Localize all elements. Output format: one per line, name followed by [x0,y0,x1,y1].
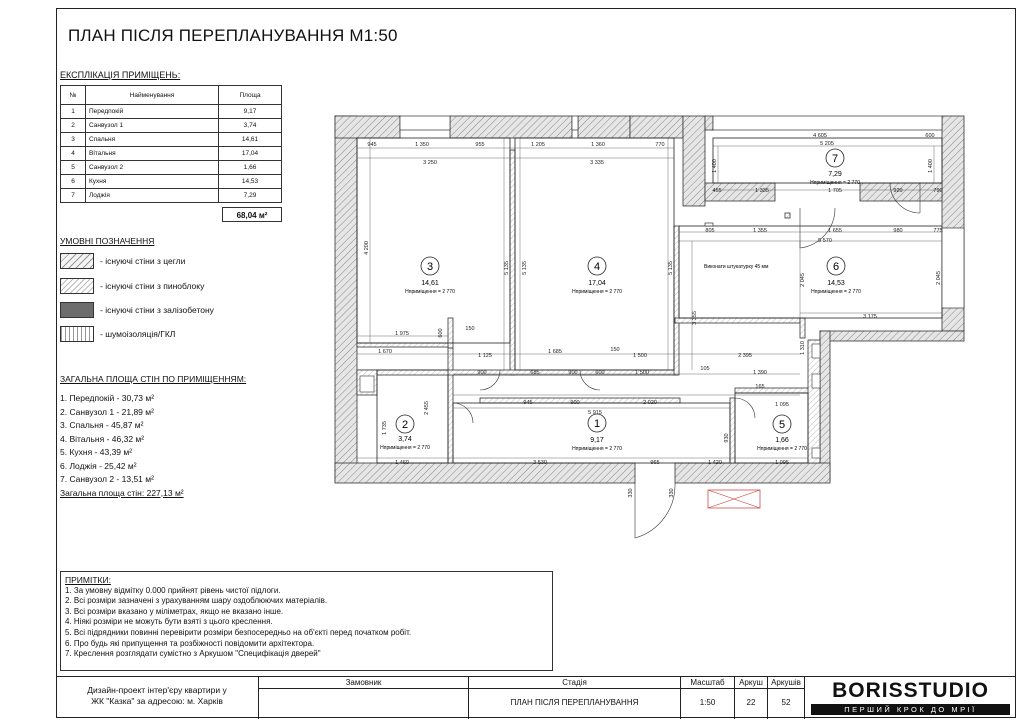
dim-label: 105 [700,366,710,372]
room-3-number: 3 [426,261,434,273]
dim-label: 455 [712,188,722,194]
col-name: Найменування [86,86,219,105]
room-outlines [357,138,942,463]
dim-label: 330 [669,488,675,498]
row-number: 6 [61,175,86,189]
dim-label: 1 460 [395,460,409,466]
dim-label: 920 [893,188,903,194]
table-row [61,161,282,175]
dim-label: 1 310 [800,341,806,355]
legend-item-concrete [60,301,214,319]
row-name: Передпокій [86,105,219,119]
dim-label: 3 355 [692,311,698,325]
wall-areas-total: Загальна площа стін: 227,13 м² [60,487,184,498]
legend-title: УМОВНІ ПОЗНАЧЕННЯ [60,236,155,246]
row-name: Лоджія [86,189,219,203]
wall-areas-list [60,392,184,500]
dim-label: 1 670 [378,349,392,355]
row-area: 7,29 [219,189,282,203]
legend-label: - існуючі стіни з цегли [100,256,186,266]
dim-label: 900 [570,400,580,406]
legend-item-brick [60,252,185,270]
dim-label: 165 [755,384,765,390]
list-item: 6. Лоджія - 25,42 м² [60,460,137,471]
dim-label: 150 [465,326,475,332]
room-6-area: 14,53 [827,280,845,287]
row-number: 4 [61,147,86,161]
room-4-area: 17,04 [588,280,606,287]
row-area: 14,53 [219,175,282,189]
room-1-number: 1 [593,418,601,430]
dim-label: 1 390 [753,370,767,376]
dim-label: 1 685 [548,349,562,355]
dim-label: 3 175 [863,314,877,320]
dim-label: 600 [595,370,605,376]
dim-label: 1 735 [382,421,388,435]
stage-cell [468,677,680,719]
sheet-label: Аркуш [735,677,767,689]
room-1-area: 9,17 [590,437,604,444]
list-item: 7. Креслення розглядати сумістно з Аркушом "Специфікація дверей" [65,649,321,659]
title-block [56,676,1016,719]
brand-cell [804,677,1016,719]
row-name: Спальня [86,133,219,147]
dim-label: 5 135 [504,261,510,275]
table-row [61,133,282,147]
dim-label: 1 125 [478,353,492,359]
dim-label: 1 500 [633,353,647,359]
table-row [61,105,282,119]
explication-title: ЕКСПЛІКАЦІЯ ПРИМІЩЕНЬ: [60,70,181,80]
dim-label: 1 360 [591,142,605,148]
list-item: 7. Санвузол 2 - 13,51 м² [60,474,154,484]
gkl-swatch-icon [60,326,94,342]
dim-label: 600 [438,328,444,338]
explication-total: 68,04 м² [222,207,282,222]
dim-label: 1 655 [828,228,842,234]
room-4-height: Hприміщення = 2 770 [572,289,622,295]
dim-label: 4 605 [813,133,827,139]
dim-label: 900 [477,370,487,376]
room-1-height: Hприміщення = 2 770 [572,446,622,452]
room-5-height: Hприміщення = 2 770 [757,446,807,452]
dim-label: 2 395 [738,353,752,359]
row-number: 2 [61,119,86,133]
dim-label: 1 400 [928,159,934,173]
dim-label: 930 [724,433,730,443]
row-area: 1,66 [219,161,282,175]
project-description [56,677,258,719]
dim-label: 945 [367,142,377,148]
brand-logo: BORISSTUDIO [832,679,989,702]
row-number: 1 [61,105,86,119]
dim-label: 775 [933,228,943,234]
table-row [61,189,282,203]
dim-label: 900 [568,370,578,376]
room-7-area: 7,29 [828,171,842,178]
room-4-number: 4 [593,261,601,273]
dim-label: 5 205 [820,141,834,147]
dim-label: 770 [655,142,665,148]
wall-areas-title: ЗАГАЛЬНА ПЛОЩА СТІН ПО ПРИМІЩЕННЯМ: [60,374,247,384]
door-swings [453,183,920,538]
dim-label: 1 355 [753,228,767,234]
legend-label: - існуючі стіни з залізобетону [100,305,214,315]
row-number: 3 [61,133,86,147]
dim-label: 2 045 [800,273,806,287]
dim-label: 3 530 [533,460,547,466]
room-2-number: 2 [401,419,409,431]
room-3-height: Hприміщення = 2 770 [405,289,455,295]
sheets-label: Аркушів [768,677,804,689]
legend-label: - існуючі стіни з пиноблоку [100,281,205,291]
list-item: 5. Кухня - 43,39 м² [60,447,133,457]
row-name: Санвузол 2 [86,161,219,175]
dim-label: 2 020 [643,400,657,406]
list-item: 1. За умовну відмітку 0.000 прийнят рівень чистої підлоги. [65,585,281,595]
dim-label: 330 [628,488,634,498]
legend-item-foamblock [60,277,204,295]
dim-label: 955 [475,142,485,148]
foamblock-swatch-icon [60,278,94,294]
room-5-area: 1,66 [775,437,789,444]
list-item: 4. Ніякі розміри не можуть бути взяті з цього креслення. [65,617,273,627]
list-item: 1. Передпокій - 30,73 м² [60,393,155,403]
stage-label: Стадія [469,677,680,689]
exterior-walls [335,116,964,483]
dim-label: 5 915 [588,410,602,416]
dim-label: 600 [925,133,935,139]
list-item: 6. Про будь які припущення та розбіжності повідомити архітектора. [65,638,315,648]
notes-box [60,571,553,671]
dim-label: 805 [705,228,715,234]
dim-label: 1 095 [775,402,789,408]
legend-item-gkl [60,325,175,343]
dim-label: 5 570 [818,238,832,244]
customer-label: Замовник [259,677,468,689]
dim-label: 965 [650,460,660,466]
dim-label: 150 [610,347,620,353]
customer-cell [258,677,468,719]
dim-label: 1 335 [755,188,769,194]
sheet-cell [734,677,767,719]
col-number: № [61,86,86,105]
dim-label: 3 250 [423,160,437,166]
list-item: 3. Всі розміри вказано у міліметрах, якщо не вказано інше. [65,606,284,616]
dim-label: 1 975 [395,331,409,337]
project-line-1: Дизайн-проект інтер'єру квартири у [87,685,227,695]
dim-label: 1 705 [828,188,842,194]
brick-swatch-icon [60,253,94,269]
plaster-note: Виконати штукатурку 45 мм [704,264,769,270]
room-7-number: 7 [831,153,839,165]
row-area: 9,17 [219,105,282,119]
room-6-height: Hприміщення = 2 770 [811,289,861,295]
dim-label: 2 045 [936,271,942,285]
table-header-row [61,86,282,105]
dim-label: 790 [933,188,943,194]
dim-label: 5 135 [668,261,674,275]
table-row [61,175,282,189]
dim-label: 3 335 [590,160,604,166]
dim-label: 1 095 [775,460,789,466]
dim-label: 945 [523,400,533,406]
dim-label: 980 [893,228,903,234]
dim-label: 1 205 [531,142,545,148]
table-row [61,119,282,133]
notes-title: ПРИМІТКИ: [65,575,111,585]
legend-label: - шумоізоляція/ГКЛ [100,329,176,339]
list-item: 3. Спальня - 45,87 м² [60,420,144,430]
room-5-number: 5 [778,419,786,431]
room-6-number: 6 [832,261,840,273]
project-line-2: ЖК "Казка" за адресою: м. Харків [91,696,223,706]
list-item: 4. Вітальня - 46,32 м² [60,433,145,444]
dim-label: 1 500 [635,370,649,376]
room-2-area: 3,74 [398,436,412,443]
scale-value: 1:50 [699,698,716,707]
list-item: 5. Всі підрядники повинні перевірити розміри безпосередньо на об'єкті перед початком робіт. [65,627,412,637]
dim-label: 1 420 [708,460,722,466]
dim-label: 685 [530,370,540,376]
scale-cell [680,677,734,719]
row-number: 5 [61,161,86,175]
floor-plan [330,108,980,548]
row-number: 7 [61,189,86,203]
row-area: 14,61 [219,133,282,147]
row-name: Вітальня [86,147,219,161]
dimension-lines [357,138,942,458]
list-item: 2. Санвузол 1 - 21,89 м² [60,406,154,417]
brand-slogan: ПЕРШИЙ КРОК ДО МРІЇ [811,704,1010,715]
page-title: ПЛАН ПІСЛЯ ПЕРЕПЛАНУВАННЯ М1:50 [68,26,398,45]
row-area: 17,04 [219,147,282,161]
dim-label: 1 350 [415,142,429,148]
room-2-height: Hприміщення = 2 770 [380,445,430,451]
table-row [61,147,282,161]
scale-label: Масштаб [681,677,734,689]
explication-table [60,85,282,203]
concrete-swatch-icon [60,302,94,318]
dim-label: 5 135 [522,261,528,275]
sheet-value: 22 [746,698,756,707]
sheets-value: 52 [781,698,791,707]
list-item: 2. Всі розміри зазначені з урахуванням шару оздоблюючих матеріалів. [65,596,328,606]
sheet-title: ПЛАН ПІСЛЯ ПЕРЕПЛАНУВАННЯ [510,698,639,707]
dim-label: 1 400 [712,159,718,173]
dim-label: 2 455 [424,401,430,415]
col-area: Площа [219,86,282,105]
row-name: Санвузол 1 [86,119,219,133]
row-name: Кухня [86,175,219,189]
room-3-area: 14,61 [421,280,439,287]
sheets-cell [767,677,804,719]
row-area: 3,74 [219,119,282,133]
window-marks [400,116,964,508]
dim-label: 4 200 [364,241,370,255]
room-7-height: Hприміщення = 2 770 [810,180,860,186]
